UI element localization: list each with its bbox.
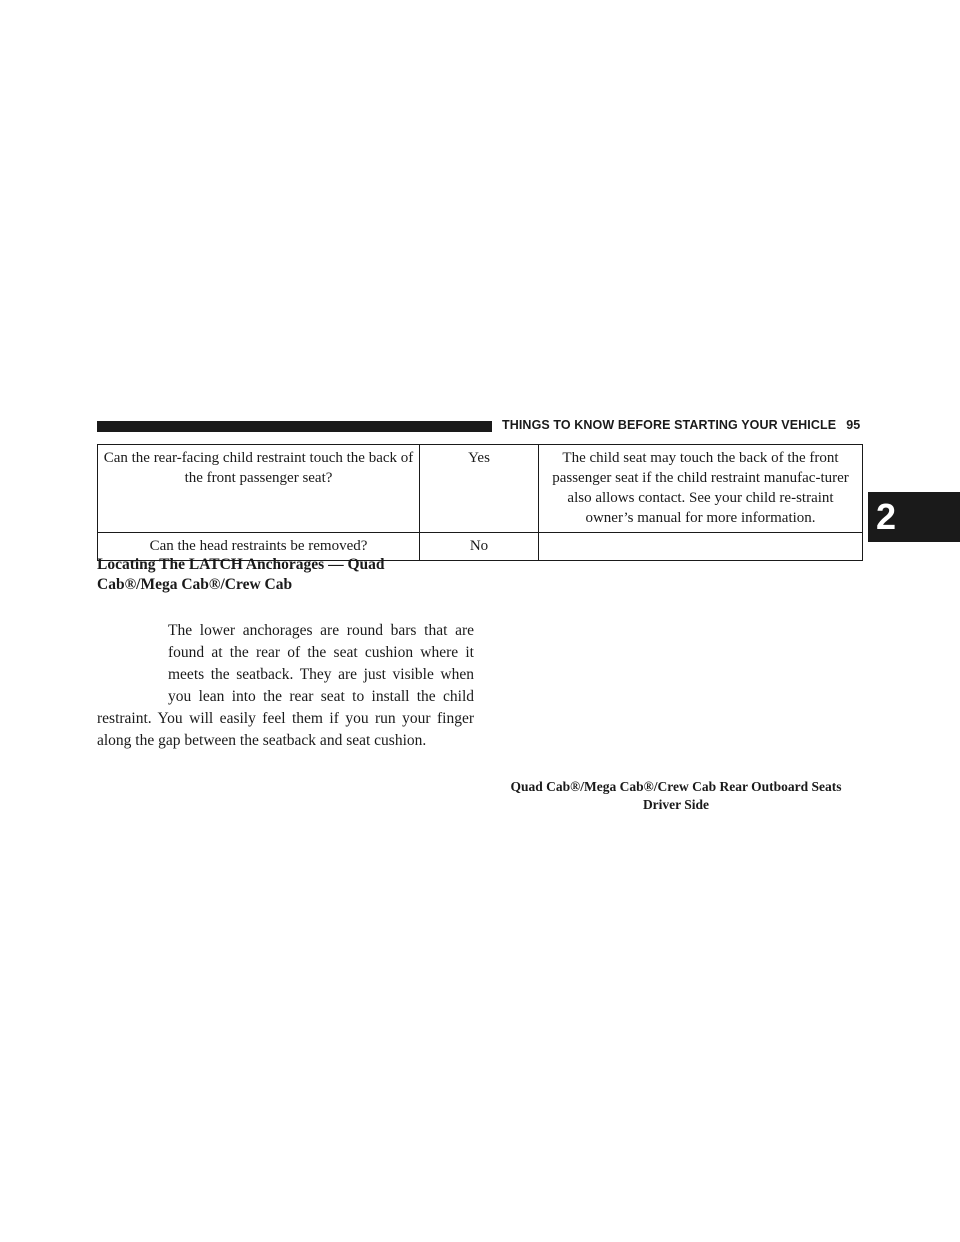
question-cell: Can the head restraints be removed?	[98, 533, 420, 561]
comment-cell	[539, 533, 863, 561]
answer-cell: Yes	[420, 445, 539, 533]
child-restraint-table	[97, 444, 863, 561]
section-title: THINGS TO KNOW BEFORE STARTING YOUR VEHICLE	[502, 418, 837, 432]
caption-line-1: Quad Cab®/Mega Cab®/Crew Cab Rear Outboard Seats	[510, 779, 842, 794]
paragraph-text: The lower anchorages are round bars that are found at the rear of the seat cushion where it meets the seatback. They are just visible when you lean into the rear seat to install the child restraint. You will easily feel them if you run your finger along the gap between the seatback and seat cushion.	[97, 622, 474, 749]
running-header	[502, 418, 860, 432]
comment-cell: The child seat may touch the back of the front passenger seat if the child restraint manufac-turer also allows contact. See your child re-straint owner’s manual for more information.	[539, 445, 863, 533]
chapter-tab	[868, 492, 960, 542]
body-paragraph	[97, 620, 474, 752]
chapter-number: 2	[876, 496, 897, 537]
question-cell: Can the rear-facing child restraint touch the back of the front passenger seat?	[98, 445, 420, 533]
figure-caption	[490, 778, 862, 814]
caption-line-2: Driver Side	[642, 797, 710, 812]
table-row	[98, 445, 863, 533]
header-rule	[97, 421, 492, 432]
answer-cell: No	[420, 533, 539, 561]
section-heading: Locating The LATCH Anchorages — Quad Cab®/Mega Cab®/Crew Cab	[97, 556, 385, 593]
figure-placeholder	[97, 620, 168, 708]
page-number: 95	[846, 418, 861, 432]
